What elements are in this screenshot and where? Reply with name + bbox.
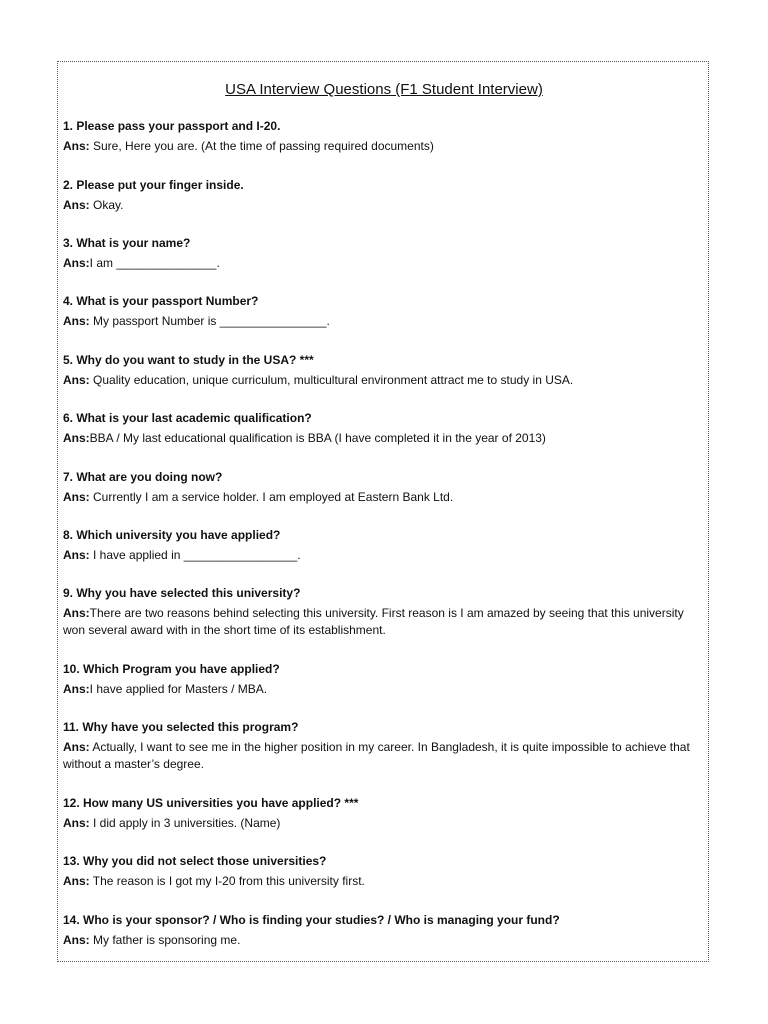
answer-2 [63, 197, 703, 215]
ans-label: Ans: [63, 372, 90, 387]
ans-label: Ans: [63, 313, 90, 328]
ans-label: Ans: [63, 547, 90, 562]
question-6: 6. What is your last academic qualification? [63, 411, 312, 425]
question-8: 8. Which university you have applied? [63, 528, 281, 542]
qa-item-1 [63, 118, 703, 155]
qa-item-10 [63, 661, 703, 698]
answer-6 [63, 430, 703, 448]
answer-3 [63, 255, 703, 273]
answer-8 [63, 547, 703, 565]
question-5: 5. Why do you want to study in the USA? *** [63, 353, 314, 367]
answer-text-5: Quality education, unique curriculum, multicultural environment attract me to study in USA. [89, 372, 574, 387]
qa-item-2 [63, 177, 703, 214]
ans-label: Ans: [63, 815, 90, 830]
document-title: USA Interview Questions (F1 Student Interview) [225, 81, 543, 98]
question-4: 4. What is your passport Number? [63, 294, 259, 308]
ans-label: Ans: [63, 681, 90, 696]
ans-label: Ans: [63, 605, 90, 620]
answer-1 [63, 138, 703, 156]
question-1: 1. Please pass your passport and I-20. [63, 119, 281, 133]
question-7: 7. What are you doing now? [63, 470, 223, 484]
answer-text-9: There are two reasons behind selecting this university. First reason is I am amazed by seeing that this university won several award with in the short time of its establishment. [63, 605, 684, 637]
answer-text-10: I have applied for Masters / MBA. [89, 681, 268, 696]
qa-item-3 [63, 235, 703, 272]
qa-item-11 [63, 719, 703, 774]
qa-item-5 [63, 352, 703, 389]
answer-text-6: BBA / My last educational qualification is BBA (I have completed it in the year of 2013) [89, 430, 546, 445]
qa-item-7 [63, 469, 703, 506]
answer-text-12: I did apply in 3 universities. (Name) [89, 815, 281, 830]
answer-text-4: My passport Number is ________________. [89, 313, 330, 328]
answer-7 [63, 489, 703, 507]
qa-item-13 [63, 853, 703, 890]
qa-item-4 [63, 293, 703, 330]
answer-text-13: The reason is I got my I-20 from this university first. [89, 873, 365, 888]
ans-label: Ans: [63, 138, 90, 153]
answer-text-11: Actually, I want to see me in the higher position in my career. In Bangladesh, it is quite impossible to achieve that without a master’s degree. [63, 739, 690, 771]
question-9: 9. Why you have selected this university? [63, 586, 301, 600]
answer-14 [63, 932, 703, 950]
question-12: 12. How many US universities you have applied? *** [63, 796, 359, 810]
answer-text-8: I have applied in _________________. [89, 547, 301, 562]
ans-label: Ans: [63, 430, 90, 445]
qa-item-14 [63, 912, 703, 949]
qa-item-12 [63, 795, 703, 832]
question-3: 3. What is your name? [63, 236, 191, 250]
answer-12 [63, 815, 703, 833]
answer-5 [63, 372, 703, 390]
ans-label: Ans: [63, 255, 90, 270]
qa-item-8 [63, 527, 703, 564]
answer-text-14: My father is sponsoring me. [89, 932, 241, 947]
answer-text-1: Sure, Here you are. (At the time of passing required documents) [89, 138, 434, 153]
question-2: 2. Please put your finger inside. [63, 178, 244, 192]
answer-10 [63, 681, 703, 699]
ans-label: Ans: [63, 932, 90, 947]
ans-label: Ans: [63, 489, 90, 504]
question-13: 13. Why you did not select those universities? [63, 854, 327, 868]
answer-11 [63, 739, 703, 774]
answer-text-7: Currently I am a service holder. I am employed at Eastern Bank Ltd. [89, 489, 454, 504]
qa-item-9 [63, 585, 703, 640]
qa-item-6 [63, 410, 703, 447]
answer-4 [63, 313, 703, 331]
question-10: 10. Which Program you have applied? [63, 662, 280, 676]
answer-9 [63, 605, 703, 640]
answer-text-3: I am _______________. [89, 255, 220, 270]
ans-label: Ans: [63, 197, 90, 212]
ans-label: Ans: [63, 739, 90, 754]
answer-text-2: Okay. [89, 197, 124, 212]
question-14: 14. Who is your sponsor? / Who is finding your studies? / Who is managing your fund? [63, 913, 560, 927]
question-11: 11. Why have you selected this program? [63, 720, 299, 734]
ans-label: Ans: [63, 873, 90, 888]
answer-13 [63, 873, 703, 891]
